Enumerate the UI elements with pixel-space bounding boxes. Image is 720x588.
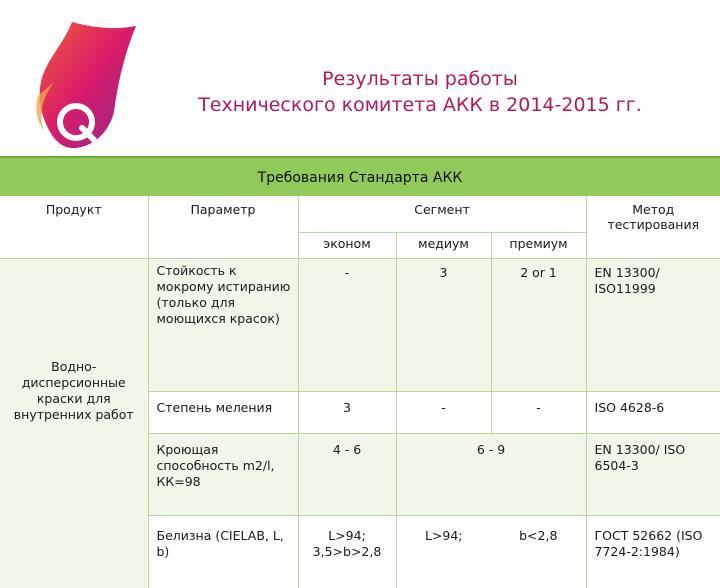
q-logo-icon	[14, 20, 144, 150]
requirements-table	[0, 196, 720, 588]
premium-cell: b<2,8	[491, 516, 586, 588]
table-row	[0, 259, 720, 392]
medium-cell: 3	[396, 259, 491, 392]
econom-cell: 4 - 6	[298, 434, 396, 516]
header-premium: премиум	[491, 233, 586, 259]
premium-cell: -	[491, 392, 586, 434]
medium-cell: -	[396, 392, 491, 434]
product-cell: Водно-дисперсионные краски для внутренних работ	[0, 259, 148, 588]
title-line-1: Результаты работы	[160, 66, 680, 92]
medium-premium-cell: 6 - 9	[396, 434, 586, 516]
standard-banner	[0, 156, 720, 198]
header-parameter: Параметр	[148, 196, 298, 259]
header-medium: медиум	[396, 233, 491, 259]
param-cell: Стойкость к мокрому истиранию (только для моющихся красок)	[148, 259, 298, 392]
page-title	[160, 66, 680, 118]
param-cell: Степень меления	[148, 392, 298, 434]
param-cell: Белизна (CIELAB, L, b)	[148, 516, 298, 588]
econom-cell: 3	[298, 392, 396, 434]
econom-cell: -	[298, 259, 396, 392]
header-product: Продукт	[0, 196, 148, 259]
title-line-2: Технического комитета АКК в 2014-2015 гг.	[160, 92, 680, 118]
banner-text: Требования Стандарта АКК	[258, 170, 463, 186]
method-cell: ISO 4628-6	[586, 392, 720, 434]
param-cell: Кроющая способность m2/l, КК=98	[148, 434, 298, 516]
method-cell: EN 13300/ ISO11999	[586, 259, 720, 392]
header-method: Метод тестирования	[586, 196, 720, 259]
header-segment: Сегмент	[298, 196, 586, 233]
econom-cell: L>94; 3,5>b>2,8	[298, 516, 396, 588]
medium-cell: L>94;	[396, 516, 491, 588]
method-cell: EN 13300/ ISO 6504-3	[586, 434, 720, 516]
header-econom: эконом	[298, 233, 396, 259]
premium-cell: 2 or 1	[491, 259, 586, 392]
method-cell: ГОСТ 52662 (ISO 7724-2:1984)	[586, 516, 720, 588]
